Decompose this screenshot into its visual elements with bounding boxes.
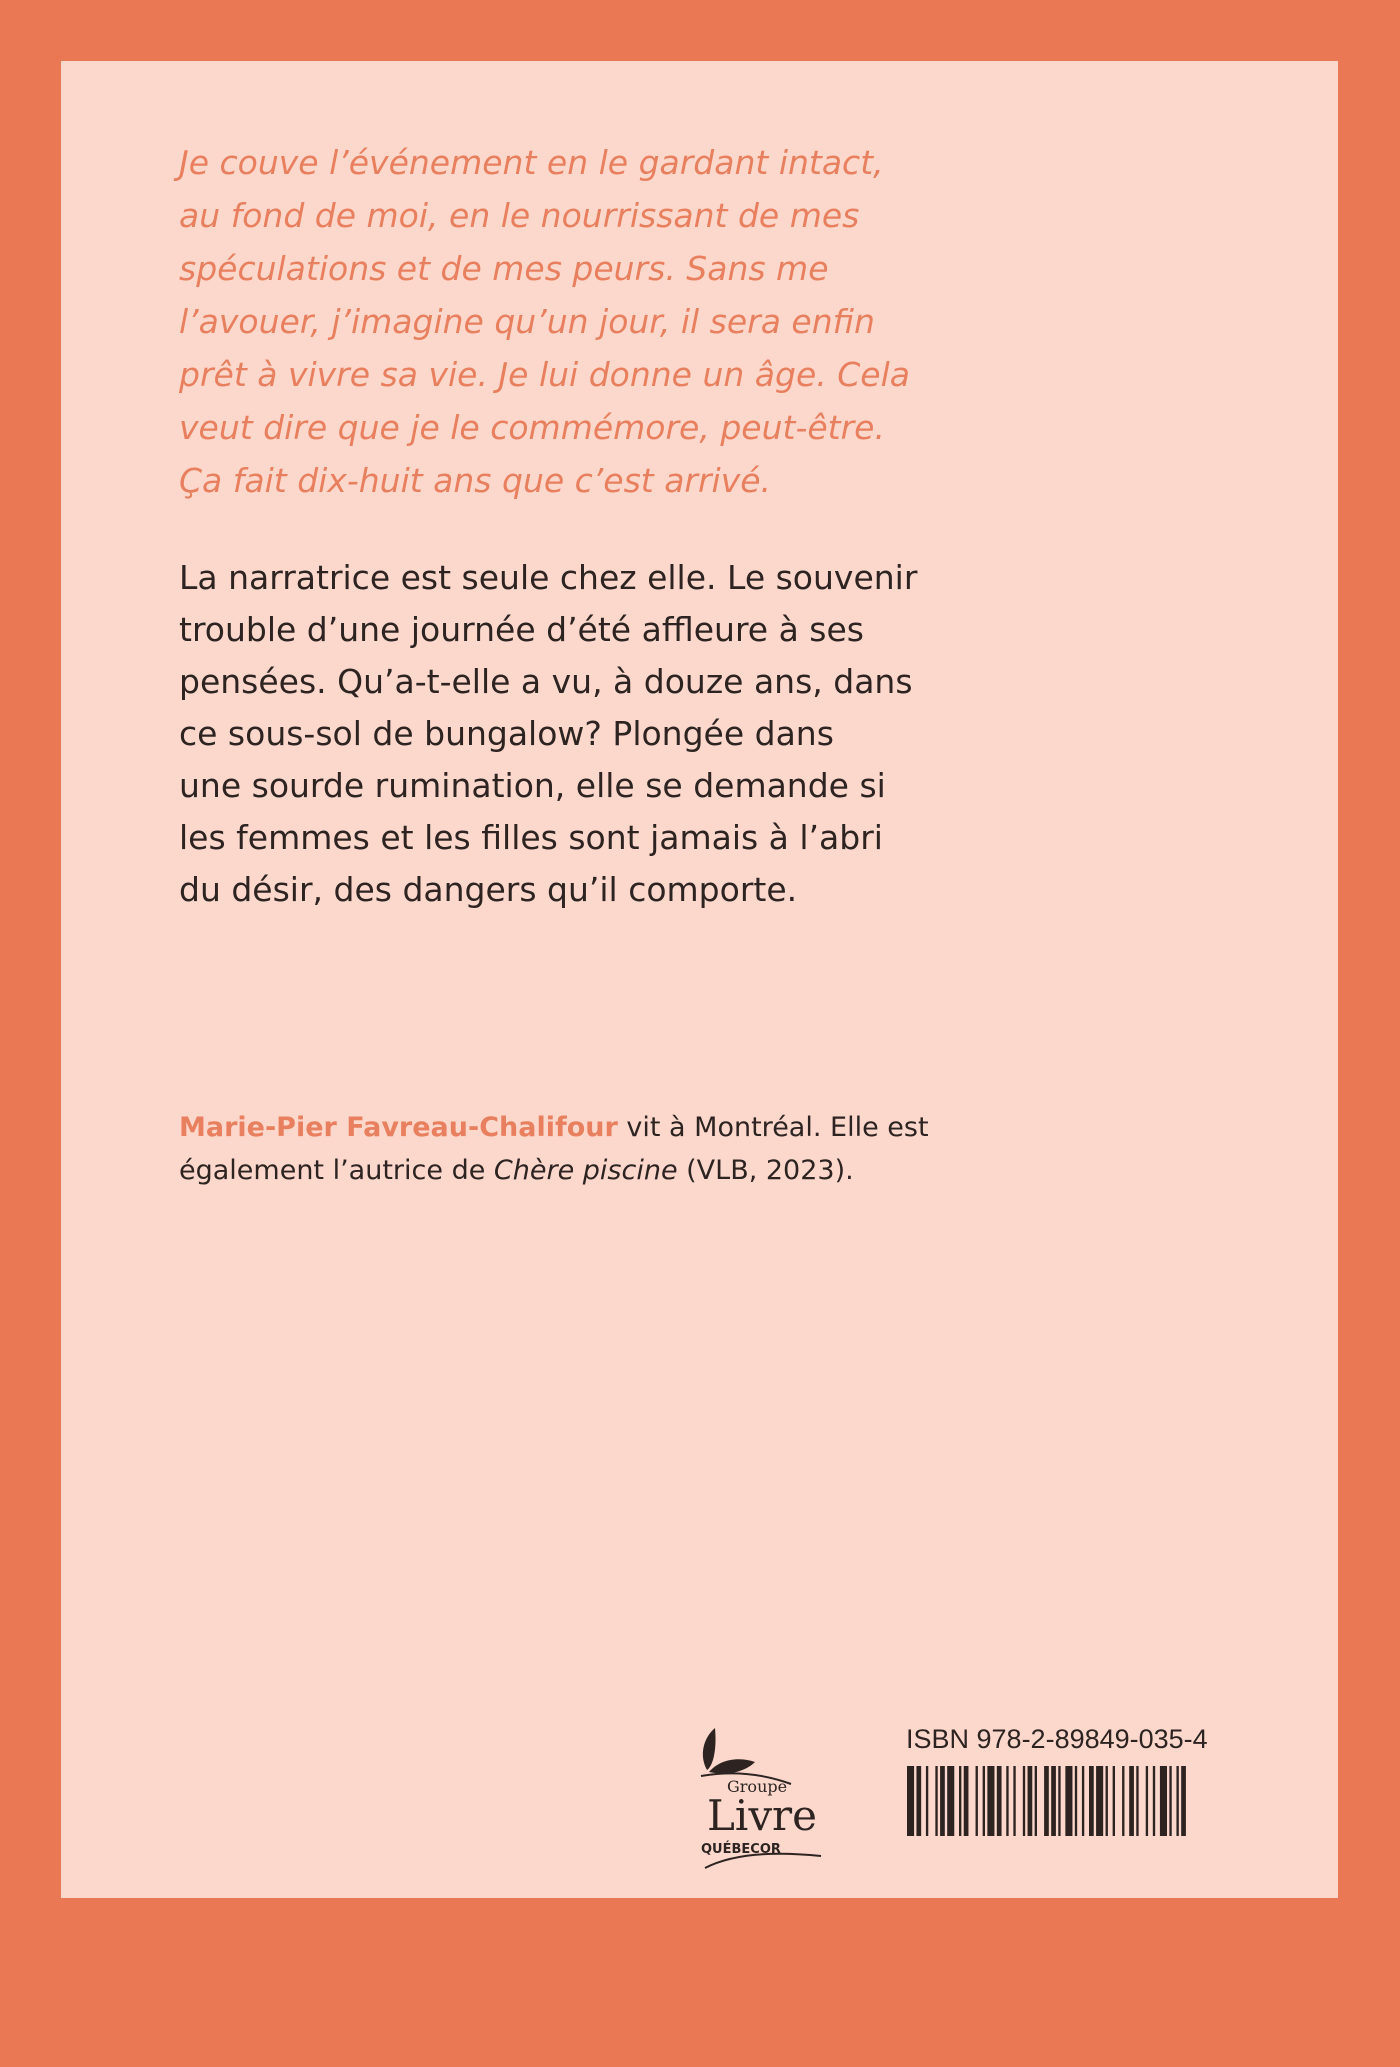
barcode-bar (1113, 1766, 1115, 1836)
summary-line: La narratrice est seule chez elle. Le souvenir (179, 558, 918, 597)
barcode-bar (1096, 1766, 1103, 1836)
logo-groupe: Groupe (727, 1777, 788, 1796)
quote-line: spéculations et de mes peurs. Sans me (179, 249, 829, 288)
barcode-bar (1023, 1766, 1025, 1836)
quote-line: prêt à vivre sa vie. Je lui donne un âge. Cela (179, 355, 910, 394)
barcode-bar (1129, 1766, 1134, 1836)
barcode-bar (964, 1766, 969, 1836)
barcode-bar (907, 1766, 914, 1836)
barcode-bar (916, 1766, 921, 1836)
barcode-bar (1006, 1766, 1008, 1836)
barcode-bar (1013, 1766, 1015, 1836)
isbn-text: ISBN 978-2-89849-035-4 (906, 1724, 1208, 1754)
summary-line: les femmes et les filles sont jamais à l’abri (179, 818, 883, 857)
summary-line: ce sous-sol de bungalow? Plongée dans (179, 714, 834, 753)
barcode-bar (940, 1766, 945, 1836)
bio-text: vit à Montréal. Elle est (617, 1112, 929, 1143)
barcode-bar (1065, 1766, 1072, 1836)
barcode-bar (1181, 1766, 1186, 1836)
barcode-bar (987, 1766, 994, 1836)
barcode-bar (983, 1766, 985, 1836)
barcode-bar (1044, 1766, 1049, 1836)
summary-line: pensées. Qu’a-t-elle a vu, à douze ans, dans (179, 662, 913, 701)
leaf-icon (703, 1728, 755, 1774)
barcode-bar (1176, 1766, 1178, 1836)
quote-line: l’avouer, j’imagine qu’un jour, il sera enfin (179, 302, 875, 341)
barcode-bar (997, 1766, 1002, 1836)
barcode-bar (976, 1766, 978, 1836)
barcode-bar (926, 1766, 928, 1836)
barcode-bar (1169, 1766, 1171, 1836)
barcode-bar (1146, 1766, 1148, 1836)
barcode-bar (1035, 1766, 1037, 1836)
barcode-bar (1089, 1766, 1094, 1836)
barcode-bar (1122, 1766, 1124, 1836)
summary-line: trouble d’une journée d’été affleure à ses (179, 610, 864, 649)
barcode-bar (935, 1766, 937, 1836)
barcode (907, 1766, 1193, 1836)
book-title: Chère piscine (493, 1155, 678, 1186)
author-name: Marie-Pier Favreau-Chalifour (179, 1112, 618, 1143)
logo-quebecor: QUÉBECOR (701, 1842, 781, 1857)
barcode-bar (1058, 1766, 1060, 1836)
barcode-bar (1028, 1766, 1033, 1836)
author-bio (179, 1106, 979, 1192)
barcode-bar (1153, 1766, 1155, 1836)
bio-line (179, 1106, 979, 1149)
bio-text: également l’autrice de (179, 1155, 494, 1186)
barcode-bar (1082, 1766, 1084, 1836)
barcode-bar (1051, 1766, 1056, 1836)
quote-line: au fond de moi, en le nourrissant de mes (179, 196, 860, 235)
summary-line: une sourde rumination, elle se demande si (179, 766, 886, 805)
barcode-bar (1075, 1766, 1077, 1836)
quote-line: Ça fait dix-huit ans que c’est arrivé. (179, 461, 772, 500)
barcode-bar (959, 1766, 961, 1836)
pull-quote (179, 136, 959, 507)
barcode-bar (1136, 1766, 1138, 1836)
barcode-bar (1160, 1766, 1167, 1836)
quote-line: veut dire que je le commémore, peut-être. (179, 408, 885, 447)
quote-line: Je couve l’événement en le gardant intact, (179, 143, 884, 182)
bio-text: (VLB, 2023). (677, 1155, 854, 1186)
summary-line: du désir, des dangers qu’il comporte. (179, 870, 798, 909)
book-summary (179, 552, 959, 916)
bio-line (179, 1149, 979, 1192)
barcode-bar (1106, 1766, 1108, 1836)
logo-livre: Livre (707, 1791, 817, 1840)
barcode-bar (947, 1766, 954, 1836)
publisher-logo (673, 1720, 825, 1870)
